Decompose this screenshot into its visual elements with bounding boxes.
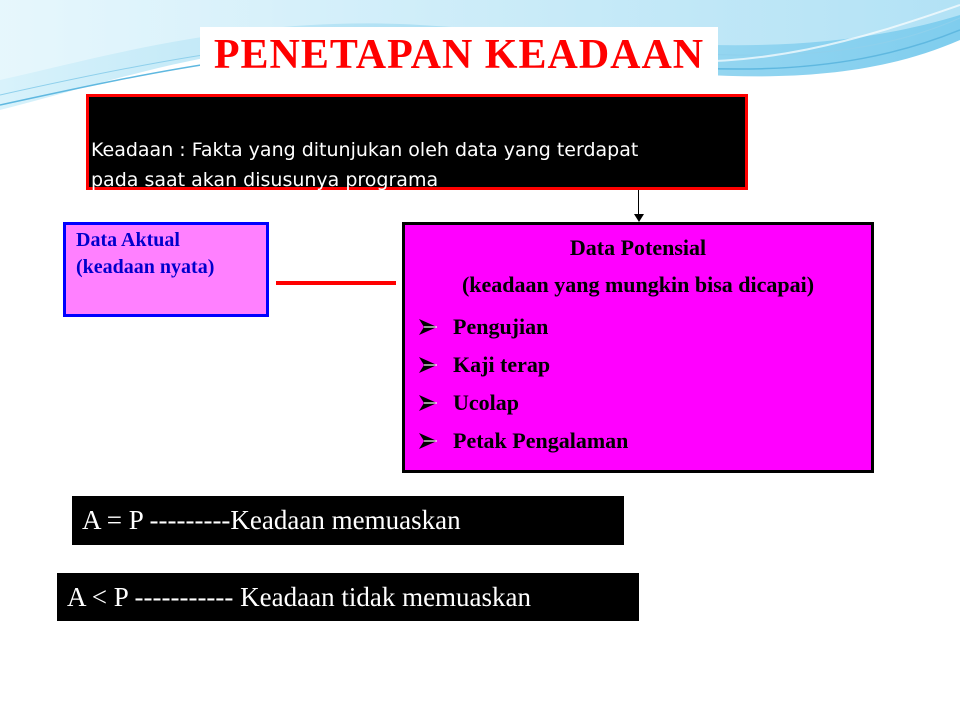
arrow-head-icon [634,214,644,222]
aktual-line-1: Data Aktual [76,229,180,251]
list-item-label: Kaji terap [453,352,551,377]
list-item [417,308,871,346]
equation-unsatisfied: A < P ----------- Keadaan tidak memuaskan [57,573,639,621]
arrow-bullet-icon [417,394,439,412]
potensial-list [405,308,871,460]
down-arrow-line [638,190,639,216]
potensial-subtitle: (keadaan yang mungkin bisa dicapai) [461,272,815,297]
definition-box [86,94,748,190]
equation-satisfied: A = P ---------Keadaan memuaskan [72,496,624,545]
list-item [417,422,871,460]
list-item-label: Ucolap [453,390,519,415]
list-item-label: Pengujian [453,314,549,339]
connector-line [276,281,396,285]
definition-line-2: pada saat akan disusunya programa [91,169,439,191]
page-title: PENETAPAN KEADAAN [213,31,705,78]
aktual-line-2: (keadaan nyata) [76,256,215,278]
data-aktual-box [63,222,269,317]
arrow-bullet-icon [417,356,439,374]
list-item [417,346,871,384]
list-item-label: Petak Pengalaman [453,428,629,453]
definition-line-1: Keadaan : Fakta yang ditunjukan oleh data yang terdapat [91,139,639,161]
arrow-bullet-icon [417,432,439,450]
potensial-title: Data Potensial [569,235,707,260]
data-potensial-box [402,222,874,473]
title-box [200,27,718,82]
list-item [417,384,871,422]
arrow-bullet-icon [417,318,439,336]
